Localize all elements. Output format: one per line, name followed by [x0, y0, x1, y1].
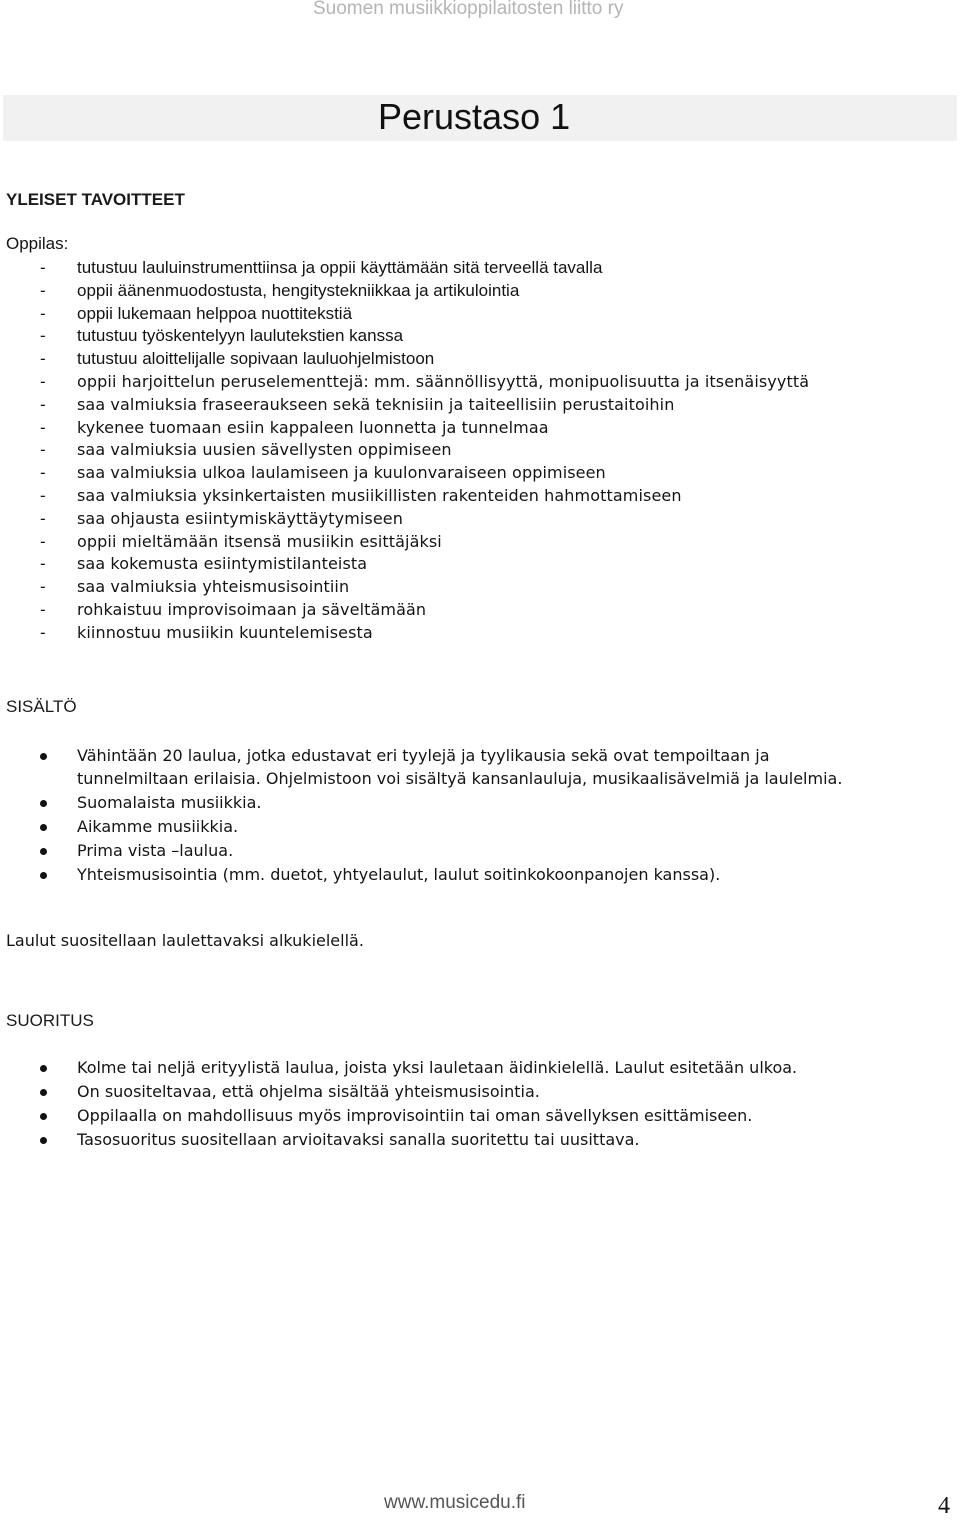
bullet-icon [40, 1113, 47, 1120]
list-item [0, 532, 960, 555]
content-note: Laulut suositellaan laulettavaksi alkukielellä. [6, 931, 364, 950]
list-item-text: saa valmiuksia yksinkertaisten musiikillisten rakenteiden hahmottamiseen [77, 485, 682, 505]
performance-list [0, 1056, 960, 1152]
list-item-text: Suomalaista musiikkia. [77, 793, 262, 812]
list-item [0, 1080, 960, 1104]
bullet-icon [40, 872, 47, 879]
dash-marker: - [40, 394, 46, 414]
list-item-text: Yhteismusisointia (mm. duetot, yhtyelaulut, laulut soitinkokoonpanojen kanssa). [77, 865, 721, 884]
list-item [0, 600, 960, 623]
list-item-text: saa kokemusta esiintymistilanteista [77, 554, 368, 574]
dash-marker: - [40, 485, 46, 505]
page-title: Perustaso 1 [378, 96, 571, 137]
performance-heading: SUORITUS [6, 1011, 94, 1030]
dash-marker: - [40, 280, 46, 300]
list-item-text: tunnelmiltaan erilaisia. Ohjelmistoon voi sisältyä kansanlauluja, musikaalisävelmiä ja laulelmia. [77, 769, 843, 788]
bullet-icon [40, 1065, 47, 1072]
list-item-text: oppii äänenmuodostusta, hengitystekniikkaa ja artikulointia [77, 280, 520, 300]
list-item [0, 281, 960, 304]
list-item-text: tutustuu aloittelijalle sopivaan lauluohjelmistoon [77, 349, 435, 369]
list-item [0, 418, 960, 441]
list-item-text: saa valmiuksia ulkoa laulamiseen ja kuulonvaraiseen oppimiseen [77, 463, 606, 483]
header-org: Suomen musiikkioppilaitosten liitto ry [313, 0, 624, 19]
list-item [0, 863, 960, 887]
footer-website: www.musicedu.fi [384, 1492, 526, 1513]
bullet-icon [40, 824, 47, 831]
dash-marker: - [40, 463, 46, 483]
list-item [0, 815, 960, 839]
list-item [0, 372, 960, 395]
dash-marker: - [40, 258, 46, 277]
dash-marker: - [40, 326, 46, 346]
list-item [0, 304, 960, 327]
goals-heading: YLEISET TAVOITTEET [6, 190, 185, 209]
list-item-text: Kolme tai neljä erityylistä laulua, joista yksi lauletaan äidinkielellä. Laulut esitetään ulkoa. [77, 1058, 798, 1077]
list-item-text: Oppilaalla on mahdollisuus myös improvisointiin tai oman sävellyksen esittämiseen. [77, 1106, 753, 1125]
list-item-continuation [0, 767, 960, 791]
list-item-text: Vähintään 20 laulua, jotka edustavat eri tyylejä ja tyylikausia sekä ovat tempoiltaan ja [77, 746, 770, 765]
bullet-icon [40, 800, 47, 807]
list-item [0, 349, 960, 372]
content-list [0, 744, 960, 887]
list-item [0, 1056, 960, 1080]
list-item [0, 486, 960, 509]
list-item [0, 744, 960, 767]
list-item [0, 577, 960, 600]
list-item [0, 1104, 960, 1128]
list-item [0, 839, 960, 863]
list-item-text: Tasosuoritus suositellaan arvioitavaksi sanalla suoritettu tai uusittava. [77, 1130, 640, 1149]
list-item-text: Prima vista –laulua. [77, 841, 234, 860]
list-item-text: oppii harjoittelun peruselementtejä: mm. säännöllisyyttä, monipuolisuutta ja itsenäisyyttä [77, 371, 810, 391]
dash-marker: - [40, 349, 46, 369]
list-item-text: tutustuu lauluinstrumenttiinsa ja oppii käyttämään sitä terveellä tavalla [77, 258, 603, 277]
list-item-text: tutustuu työskentelyyn laulutekstien kanssa [77, 326, 404, 346]
dash-marker: - [40, 371, 46, 391]
bullet-icon [40, 1137, 47, 1144]
list-item-text: oppii lukemaan helppoa nuottitekstiä [77, 303, 353, 323]
dash-marker: - [40, 417, 46, 437]
list-item [0, 463, 960, 486]
dash-marker: - [40, 599, 46, 619]
bullet-icon [40, 848, 47, 855]
list-item [0, 623, 960, 646]
list-item [0, 395, 960, 418]
dash-marker: - [40, 554, 46, 574]
list-item-text: kiinnostuu musiikin kuuntelemisesta [77, 622, 373, 642]
bullet-icon [40, 1089, 47, 1096]
content-heading: SISÄLTÖ [6, 697, 77, 716]
list-item-text: saa ohjausta esiintymiskäyttäytymiseen [77, 508, 403, 528]
list-item [0, 1128, 960, 1152]
bullet-icon [40, 753, 47, 760]
list-item-text: kykenee tuomaan esiin kappaleen luonnetta ja tunnelmaa [77, 417, 549, 437]
dash-marker: - [40, 622, 46, 642]
list-item-text: On suositeltavaa, että ohjelma sisältää yhteismusisointia. [77, 1082, 540, 1101]
dash-marker: - [40, 440, 46, 460]
dash-marker: - [40, 303, 46, 323]
list-item-text: saa valmiuksia fraseeraukseen sekä teknisiin ja taiteellisiin perustaitoihin [77, 394, 675, 414]
list-item [0, 326, 960, 349]
list-item-text: saa valmiuksia yhteismusisointiin [77, 577, 350, 597]
list-item [0, 509, 960, 532]
page-number: 4 [938, 1493, 950, 1519]
list-item [0, 554, 960, 577]
list-item-text: rohkaistuu improvisoimaan ja säveltämään [77, 599, 427, 619]
goals-intro: Oppilas: [6, 234, 69, 253]
list-item [0, 791, 960, 815]
dash-marker: - [40, 577, 46, 597]
list-item [0, 440, 960, 463]
dash-marker: - [40, 508, 46, 528]
list-item-text: saa valmiuksia uusien sävellysten oppimiseen [77, 440, 452, 460]
goals-list [0, 258, 960, 646]
dash-marker: - [40, 531, 46, 551]
list-item-text: oppii mieltämään itsensä musiikin esittäjäksi [77, 531, 442, 551]
list-item [0, 258, 960, 281]
list-item-text: Aikamme musiikkia. [77, 817, 239, 836]
